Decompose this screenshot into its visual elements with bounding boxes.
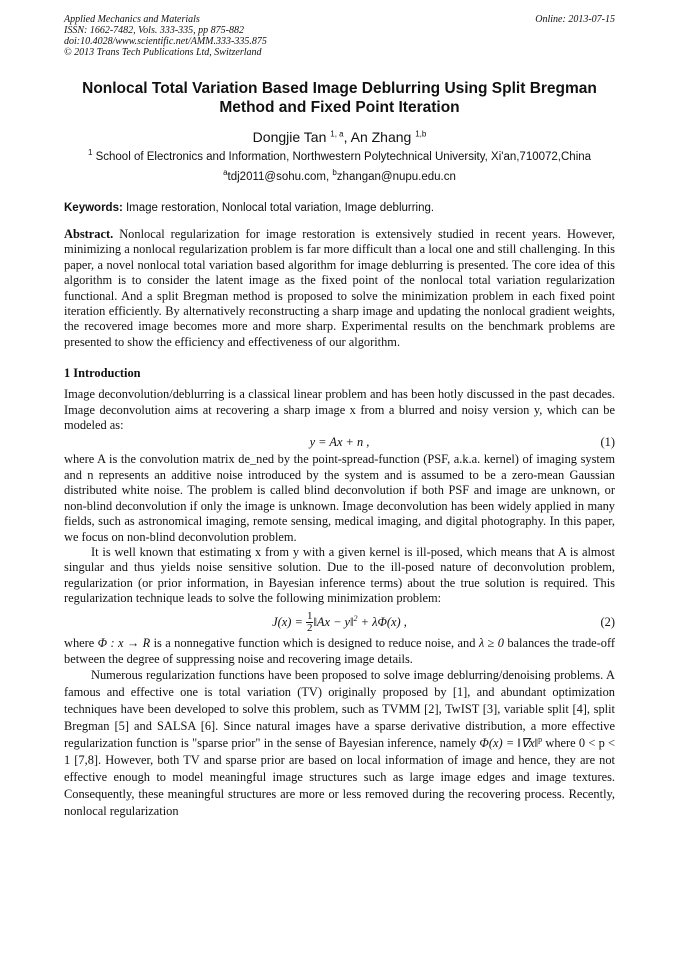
affiliation: [64, 148, 615, 163]
paragraph-4: [64, 636, 615, 667]
paper-page: [64, 14, 615, 820]
equation-2: [64, 610, 615, 635]
p4-phi-formula: Φ : x → R: [97, 636, 151, 651]
section-heading: 1 Introduction: [64, 366, 141, 381]
online-date: Online: 2013-07-15: [535, 14, 615, 25]
author-1: Dongjie Tan: [252, 129, 331, 145]
email-line: [64, 168, 615, 183]
p4-lambda-formula: λ ≥ 0: [478, 636, 504, 651]
affiliation-sup: 1: [87, 148, 93, 158]
equation-2-norm: ‖Ax − y‖: [313, 614, 354, 629]
author-list: [64, 129, 615, 145]
title-line-2: Method and Fixed Point Iteration: [219, 99, 460, 116]
paragraph-2: where A is the convolution matrix de_ned by the point-spread-function (PSF, a.k.a. kernel) of imaging system and n represents an additive noise introduced by the system and is assumed to be a zero-mean Gaussian distributed white noise. The problem is called blind deconvolution if both PSF and image are unknown, or non-blind deconvolution if only the image is unknown. Image deconvolution has been widely applied in many fields, such as astronomical imaging, remote sensing, medical imaging, and digital photography. In this paper, we focus on non-blind deconvolution problem.: [64, 452, 615, 544]
journal-name: Applied Mechanics and Materials: [64, 14, 200, 25]
journal-header: [64, 14, 615, 58]
doi-line: doi:10.4028/www.scientific.net/AMM.333-335.875: [64, 36, 267, 47]
p5-formula-exponent: p: [538, 734, 543, 744]
issn-line: ISSN: 1662-7482, Vols. 333-335, pp 875-882: [64, 25, 244, 36]
equation-1-number: (1): [600, 435, 615, 450]
abstract: [64, 227, 615, 350]
keywords-text: Image restoration, Nonlocal total variation, Image deblurring.: [122, 202, 435, 214]
paragraph-1: Image deconvolution/deblurring is a classical linear problem and has been hotly discussed in the past decades. Image deconvolution aims at recovering a sharp image x from a blurred and noisy version y, which can be modeled as:: [64, 387, 615, 433]
author-2: , An Zhang: [343, 129, 416, 145]
p4-part-a: where: [64, 636, 98, 651]
affiliation-text: School of Electronics and Information, Northwestern Polytechnical University, Xi'an,710072,China: [92, 151, 592, 163]
paragraph-5: [64, 667, 615, 820]
equation-2-rhs: + λΦ(x) ,: [357, 614, 407, 629]
fraction-numerator: 1: [306, 610, 313, 623]
copyright-line: © 2013 Trans Tech Publications Ltd, Switzerland: [64, 47, 262, 58]
equation-2-exponent: 2: [353, 613, 358, 623]
p4-part-b: is a nonnegative function which is designed to reduce noise, and: [150, 636, 479, 651]
email-a: tdj2011@sohu.com,: [227, 171, 333, 183]
equation-2-number: (2): [600, 614, 615, 629]
p5-part-b: where 0 < p < 1 [7,8]. However, both TV and sparse prior are based on local information of image and hence, they are not effective enough to model meaningful image structures such as large image edges and image textures. Consequently, these meaningful structures are more or less removed during the recovering process. Recently, nonlocal regularization: [64, 736, 615, 818]
author-1-sup: 1, a: [330, 129, 344, 139]
author-2-sup: 1,b: [415, 129, 427, 139]
abstract-text: Nonlocal regularization for image restoration is extensively studied in recent years. However, minimizing a nonlocal regularization problem is far more difficult than a local one and still challenging. In this paper, a novel nonlocal total variation based algorithm for image deblurring is presented. The core idea of this algorithm is to consider the latent image as the fixed point of the nonlocal total variation regularization functional. And a split Bregman method is proposed to solve the minimization problem in each fixed point iteration efficiently. By alternatively reconstructing a sharp image and updating the nonlocal gradient weights, the recovered image becomes more and more sharp. Experimental results on the benchmark problems are presented to show the efficiency and effectiveness of our algorithm.: [64, 227, 615, 349]
keywords-label: Keywords:: [64, 202, 123, 214]
paper-title: [64, 79, 615, 117]
fraction-denominator: 2: [306, 622, 313, 635]
keywords: [64, 202, 615, 214]
email-b: zhangan@nupu.edu.cn: [336, 171, 456, 183]
paragraph-3: It is well known that estimating x from y with a given kernel is ill-posed, which means that A is almost singular and thus yields noise sensitive solution. Due to the ill-posed nature of deconvolution problem, regularization (or prior information, in Bayesian inference terms) about the true solution is required. This regularization technique leads to solve the following minimization problem:: [64, 544, 615, 606]
title-line-1: Nonlocal Total Variation Based Image Deblurring Using Split Bregman: [82, 80, 597, 97]
email-b-sup: b: [332, 168, 337, 178]
abstract-label: Abstract.: [64, 227, 114, 241]
p4-part-c: balances the trade-off between the degree of suppressing noise and recovering image details.: [64, 636, 616, 666]
equation-2-lhs: J(x) =: [272, 614, 303, 629]
equation-1: [64, 433, 615, 452]
email-a-sup: a: [223, 168, 228, 178]
p5-formula: Φ(x) = ‖∇x‖: [479, 736, 539, 750]
p5-part-a: Numerous regularization functions have been proposed to solve image deblurring/denoising problems. A famous and effective one is total variation (TV) originally proposed by [1], and abundant optimization techniques have been developed to solve this problem, such as TVMM [2], TwIST [3], variable split [4], split Bregman [5] and SALSA [6]. Since natural images have a sparse derivative distribution, a more effective regularization function is "sparse prior" in the sense of Bayesian inference, namely: [64, 668, 615, 750]
equation-1-body: y = Ax + n ,: [309, 435, 370, 450]
